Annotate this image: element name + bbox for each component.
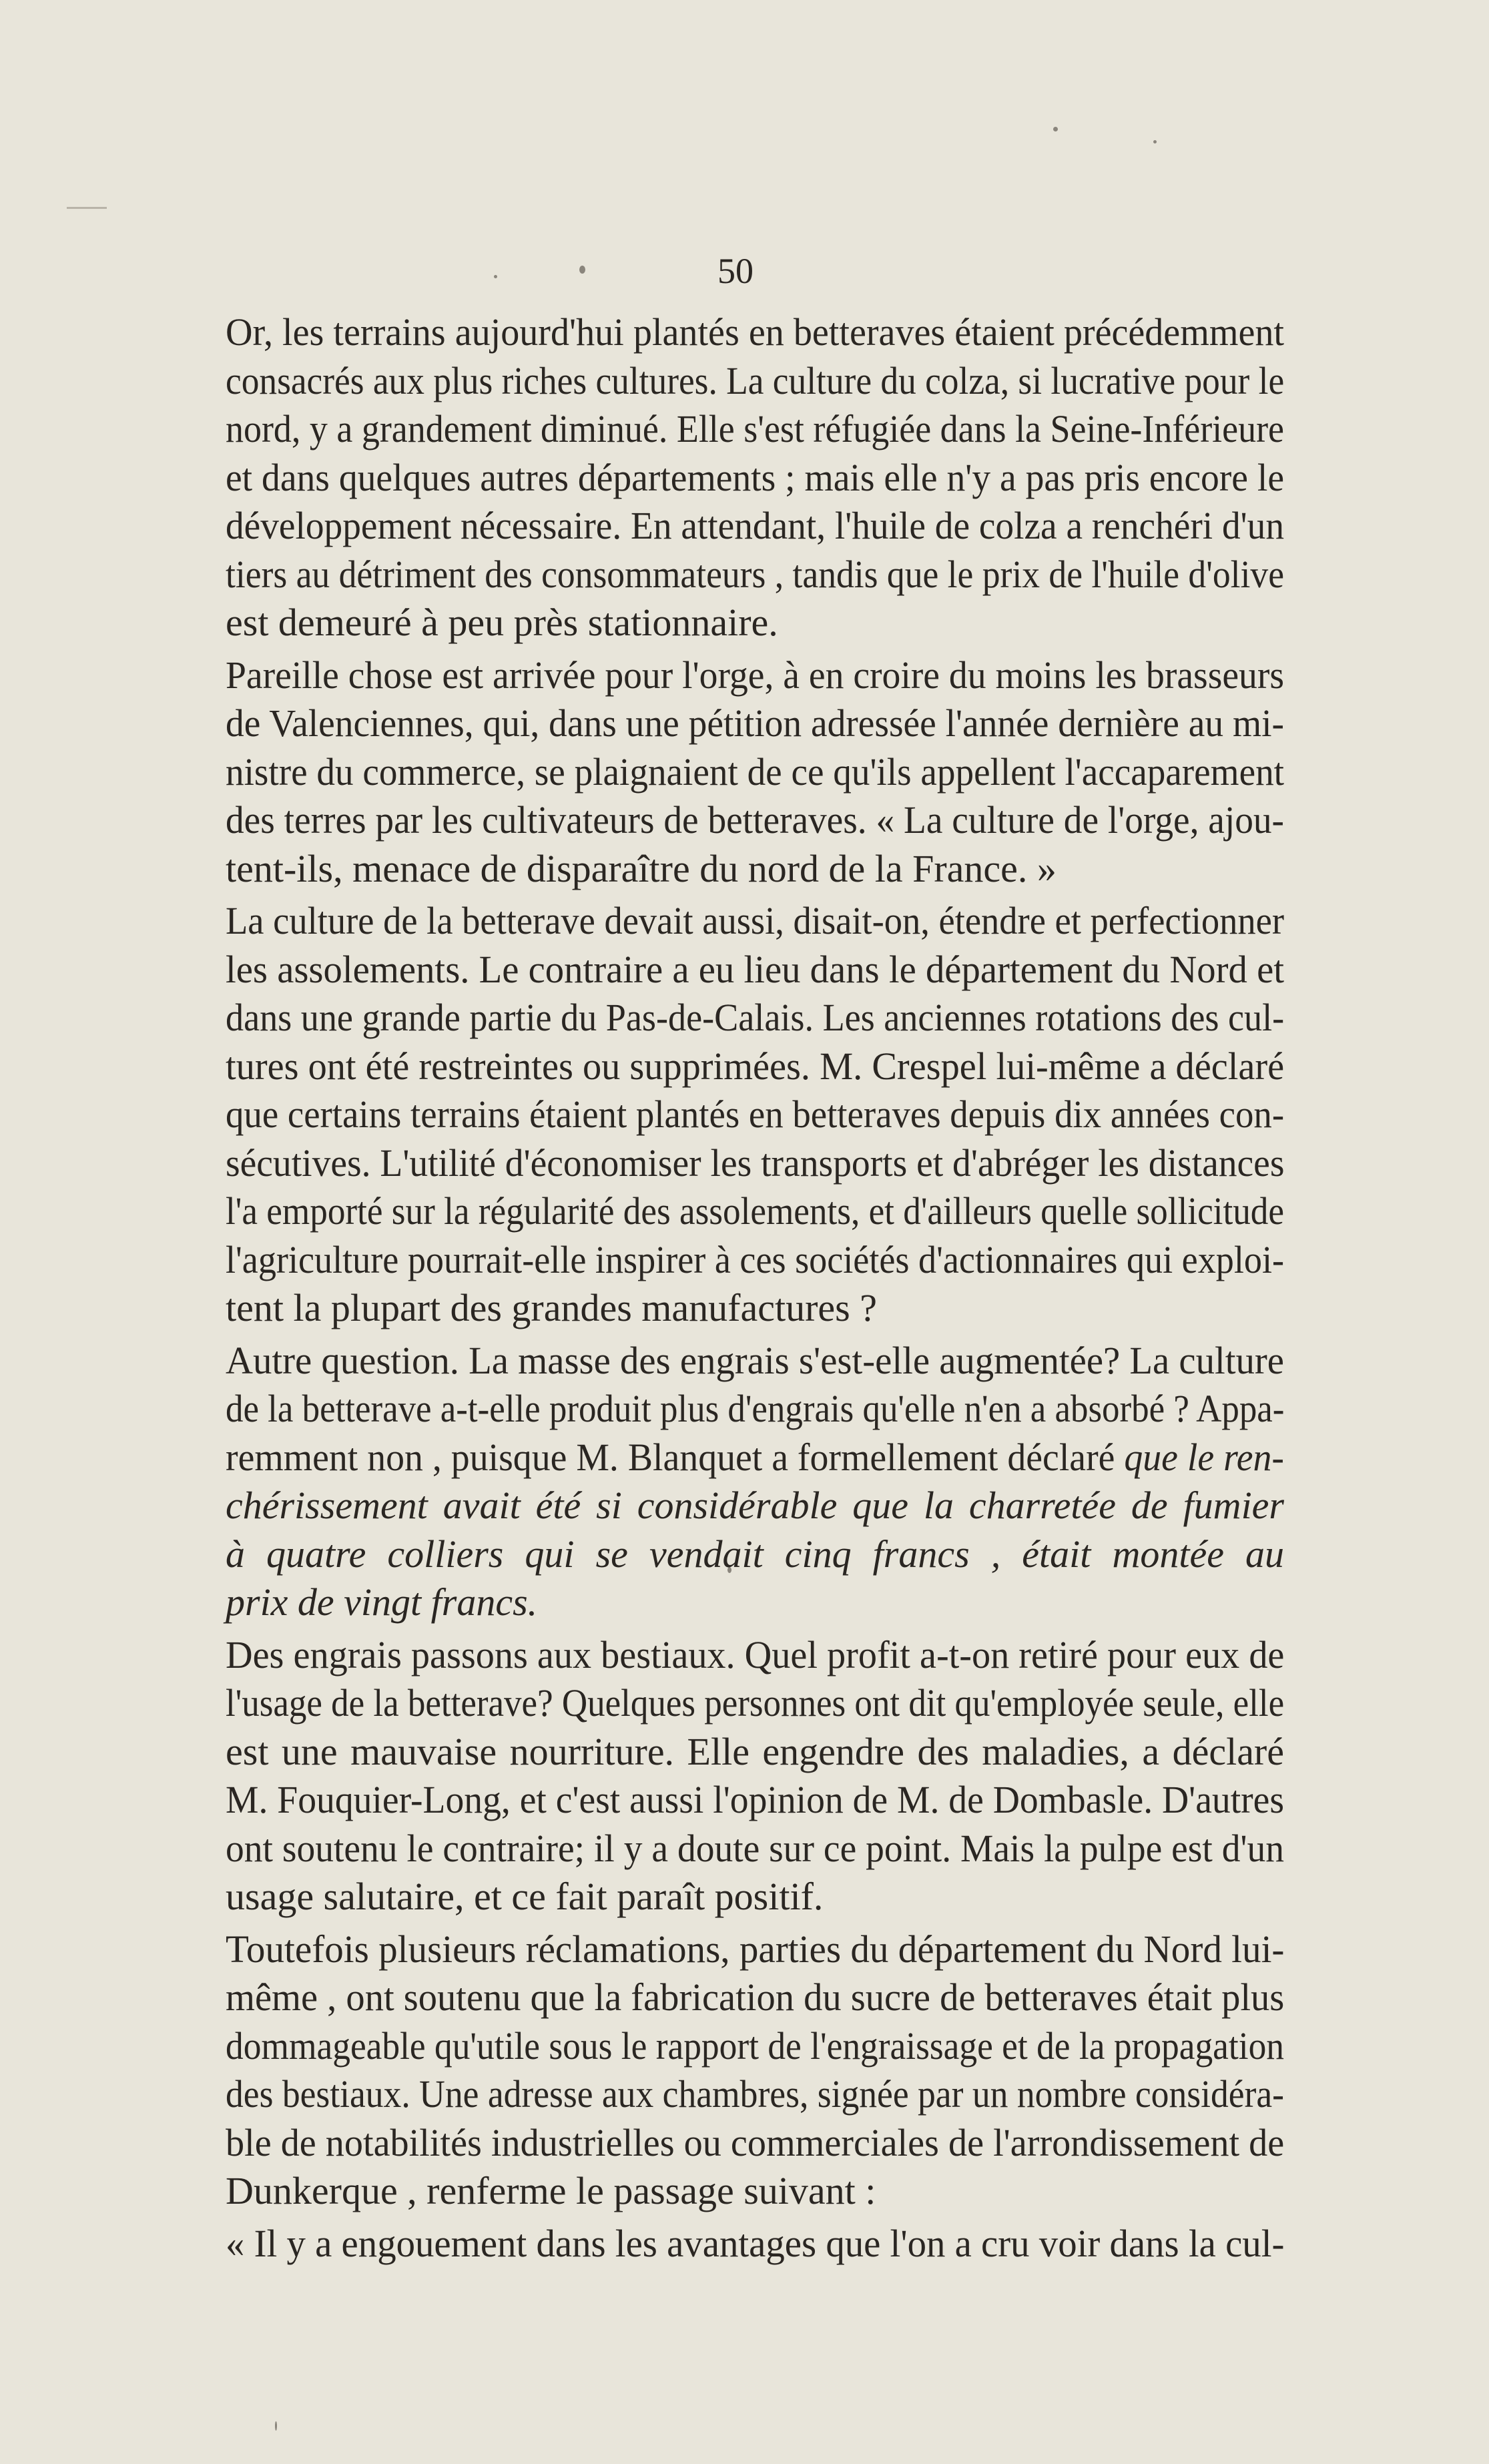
text-line <box>226 1776 1284 1825</box>
text-run: des bestiaux. Une adresse aux chambres, signée par un nombre considéra- <box>226 2072 1284 2116</box>
text-run: tent la plupart des grandes manufactures ? <box>226 1286 877 1329</box>
text-line <box>226 1385 1284 1434</box>
text-run: l'agriculture pourrait-elle inspirer à ces sociétés d'actionnaires qui exploi- <box>226 1237 1285 1281</box>
text-line <box>226 1925 1284 1974</box>
text-line-content <box>226 1434 1284 1482</box>
text-run: ble de notabilités industrielles ou commerciales de l'arrondissement de <box>226 2120 1285 2164</box>
text-run: est une mauvaise nourriture. Elle engendre des maladies, a déclaré <box>226 1729 1284 1773</box>
text-run: « Il y a engouement dans les avantages que l'on a cru voir dans la cul- <box>226 2221 1285 2265</box>
text-line <box>226 1042 1284 1091</box>
text-line <box>226 1187 1284 1236</box>
text-line-content <box>226 1385 1284 1434</box>
text-line-content <box>226 1236 1284 1285</box>
text-line-content <box>226 1776 1284 1825</box>
text-line <box>226 2070 1284 2119</box>
text-line-content <box>226 1679 1284 1728</box>
text-line <box>226 1284 1284 1333</box>
paragraph <box>226 897 1284 1333</box>
text-run: développement nécessaire. En attendant, l'huile de colza a renchéri d'un <box>226 504 1284 547</box>
text-line <box>226 502 1284 551</box>
text-line-content <box>226 599 778 647</box>
text-run: tiers au détriment des consommateurs , tandis que le prix de l'huile d'olive <box>226 552 1284 596</box>
text-run: Autre question. La masse des engrais s'est-elle augmentée? La culture <box>226 1338 1284 1382</box>
text-run: nistre du commerce, se plaignaient de ce qu'ils appellent l'accaparement <box>226 749 1284 794</box>
text-line <box>226 845 1284 894</box>
text-line-content <box>226 405 1284 454</box>
paragraph <box>226 1925 1284 2216</box>
text-line <box>226 1578 1284 1627</box>
text-run: tent-ils, menace de disparaître du nord de la France. » <box>226 846 1057 890</box>
text-line-content <box>226 1631 1284 1680</box>
text-run: dans une grande partie du Pas-de-Calais. Les anciennes rotations des cul- <box>226 996 1285 1039</box>
scan-edge-mark <box>67 207 107 209</box>
text-line <box>226 1679 1284 1728</box>
text-line-content <box>226 1187 1284 1236</box>
text-line-content <box>226 1284 877 1333</box>
text-line <box>226 2220 1284 2268</box>
text-line-content <box>226 2167 876 2216</box>
text-line-content <box>226 2119 1284 2168</box>
text-line-content <box>226 502 1284 551</box>
text-run: de Valenciennes, qui, dans une pétition adressée l'année dernière au mi- <box>226 701 1284 745</box>
text-run: Pareille chose est arrivée pour l'orge, à en croire du moins les brasseurs <box>226 653 1284 697</box>
text-line-content <box>226 454 1284 503</box>
text-line <box>226 946 1284 994</box>
paragraph <box>226 1337 1284 1627</box>
text-line <box>226 796 1284 845</box>
text-run: l'usage de la betterave? Quelques personnes ont dit qu'employée seule, elle <box>226 1681 1285 1725</box>
text-line <box>226 1530 1284 1579</box>
text-run: usage salutaire, et ce fait paraît positif. <box>226 1875 824 1918</box>
text-line <box>226 1139 1284 1188</box>
text-line <box>226 748 1284 797</box>
text-run: l'a emporté sur la régularité des assolements, et d'ailleurs quelle sollicitude <box>226 1189 1284 1233</box>
text-line <box>226 2022 1284 2071</box>
text-line <box>226 1482 1284 1530</box>
italic-text: prix de vingt francs. <box>226 1580 538 1624</box>
text-line-content <box>226 651 1284 700</box>
text-line-content <box>226 897 1284 946</box>
text-line <box>226 2167 1284 2216</box>
italic-text: chérissement avait été si considérable que la charretée de fumier <box>226 1484 1284 1527</box>
text-line <box>226 1825 1284 1873</box>
italic-text: que le ren- <box>1124 1435 1285 1479</box>
text-line <box>226 651 1284 700</box>
text-line <box>226 551 1284 599</box>
text-run: consacrés aux plus riches cultures. La culture du colza, si lucrative pour le <box>226 358 1285 402</box>
text-run: et dans quelques autres départements ; mais elle n'y a pas pris encore le <box>226 455 1284 499</box>
text-run: de la betterave a-t-elle produit plus d'engrais qu'elle n'en a absorbé ? Appa- <box>226 1387 1285 1430</box>
text-run: est demeuré à peu près stationnaire. <box>226 601 778 644</box>
text-line-content <box>226 699 1284 748</box>
text-run: nord, y a grandement diminué. Elle s'est réfugiée dans la Seine-Inférieure <box>226 407 1284 450</box>
paragraph <box>226 1631 1284 1921</box>
paragraph <box>226 651 1284 894</box>
text-line-content <box>226 1139 1284 1188</box>
text-line-content <box>226 994 1284 1042</box>
text-line-content <box>226 1973 1284 2022</box>
text-line-content <box>226 2070 1284 2119</box>
text-line <box>226 308 1284 357</box>
italic-text: à quatre colliers qui se vendait cinq francs , était montée au <box>226 1532 1284 1576</box>
text-run: tures ont été restreintes ou supprimées. M. Crespel lui-même a déclaré <box>226 1044 1285 1088</box>
text-line <box>226 897 1284 946</box>
text-run: Toutefois plusieurs réclamations, parties du département du Nord lui- <box>226 1927 1285 1971</box>
text-line <box>226 994 1284 1042</box>
text-line-content <box>226 1578 537 1627</box>
body-text <box>226 308 1284 2272</box>
text-line <box>226 1091 1284 1139</box>
text-run: que certains terrains étaient plantés en betteraves depuis dix années con- <box>226 1093 1285 1136</box>
text-line <box>226 1631 1284 1680</box>
text-line-content <box>226 551 1284 599</box>
text-line-content <box>226 1925 1284 1974</box>
text-run: même , ont soutenu que la fabrication du sucre de betteraves était plus <box>226 1975 1285 2019</box>
text-line <box>226 1973 1284 2022</box>
text-line-content <box>226 946 1284 994</box>
paragraph <box>226 2220 1284 2268</box>
text-line <box>226 599 1284 647</box>
text-line <box>226 1236 1284 1285</box>
text-line <box>226 1728 1284 1777</box>
text-line-content <box>226 357 1284 406</box>
text-line <box>226 699 1284 748</box>
text-line-content <box>226 796 1284 845</box>
text-line-content <box>226 2220 1284 2268</box>
text-line <box>226 357 1284 406</box>
text-line <box>226 2119 1284 2168</box>
text-line <box>226 1434 1284 1482</box>
text-line-content <box>226 1091 1284 1139</box>
text-line-content <box>226 748 1284 797</box>
text-line <box>226 405 1284 454</box>
text-run: les assolements. Le contraire a eu lieu dans le département du Nord et <box>226 947 1284 991</box>
page-number: 50 <box>717 251 754 291</box>
text-run: ont soutenu le contraire; il y a doute sur ce point. Mais la pulpe est d'un <box>226 1826 1284 1870</box>
text-line <box>226 1337 1284 1385</box>
text-run: Des engrais passons aux bestiaux. Quel profit a-t-on retiré pour eux de <box>226 1632 1285 1676</box>
text-run: dommageable qu'utile sous le rapport de l'engraissage et de la propagation <box>226 2024 1284 2068</box>
text-line-content <box>226 1337 1284 1385</box>
text-line-content <box>226 1042 1284 1091</box>
text-run: sécutives. L'utilité d'économiser les transports et d'abréger les distances <box>226 1141 1285 1185</box>
text-line-content <box>226 1873 823 1921</box>
text-line-content <box>226 1530 1284 1579</box>
paragraph <box>226 308 1284 647</box>
text-run: Dunkerque , renferme le passage suivant : <box>226 2169 876 2212</box>
text-run: des terres par les cultivateurs de betteraves. « La culture de l'orge, ajou- <box>226 798 1284 842</box>
text-line-content <box>226 308 1284 357</box>
text-run: La culture de la betterave devait aussi, disait-on, étendre et perfectionner <box>226 899 1284 942</box>
text-line-content <box>226 1825 1284 1873</box>
text-line-content <box>226 845 1057 894</box>
text-line-content <box>226 1728 1284 1777</box>
text-run: remment non , puisque M. Blanquet a formellement déclaré <box>226 1435 1125 1479</box>
text-line-content <box>226 2022 1284 2071</box>
text-run: M. Fouquier-Long, et c'est aussi l'opinion de M. de Dombasle. D'autres <box>226 1778 1284 1821</box>
text-run: Or, les terrains aujourd'hui plantés en betteraves étaient précédemment <box>226 310 1284 354</box>
text-line <box>226 1873 1284 1921</box>
text-line <box>226 454 1284 503</box>
text-line-content <box>226 1482 1284 1530</box>
